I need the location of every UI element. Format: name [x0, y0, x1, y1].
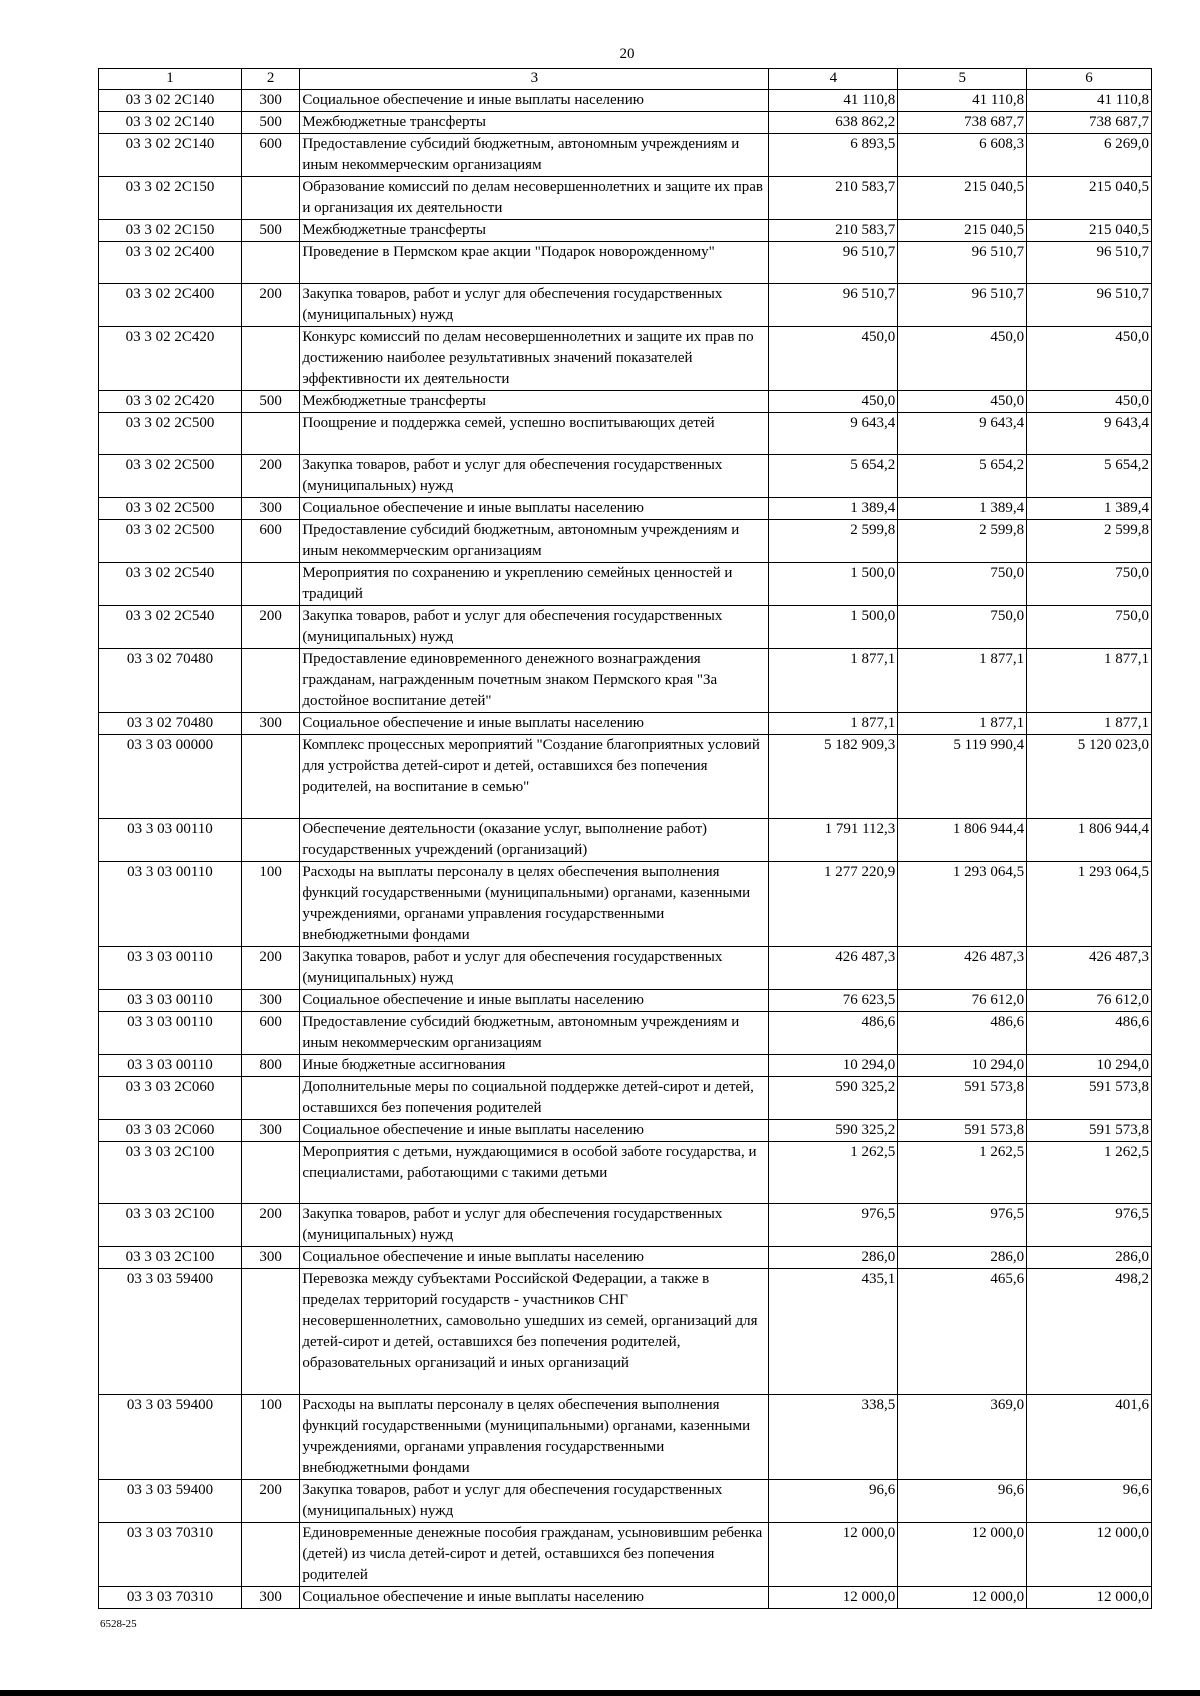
amount-col4: 2 599,8	[769, 520, 898, 563]
budget-code: 03 3 03 00110	[99, 862, 242, 947]
page-number: 20	[619, 46, 635, 62]
amount-col5: 12 000,0	[898, 1587, 1027, 1609]
amount-col5: 976,5	[898, 1204, 1027, 1247]
amount-col5: 1 389,4	[898, 498, 1027, 520]
document-code: 6528-25	[100, 1618, 137, 1630]
amount-col6: 9 643,4	[1027, 413, 1152, 455]
amount-col5: 5 119 990,4	[898, 735, 1027, 819]
amount-col4: 1 500,0	[769, 606, 898, 649]
expense-type: 200	[241, 455, 299, 498]
page-bottom-edge	[0, 1690, 1200, 1696]
budget-code: 03 3 03 2С100	[99, 1204, 242, 1247]
expense-type: 600	[241, 1012, 299, 1055]
budget-code: 03 3 02 2С500	[99, 455, 242, 498]
item-name: Межбюджетные трансферты	[300, 112, 769, 134]
table-row	[99, 455, 1152, 498]
expense-type: 300	[241, 90, 299, 112]
amount-col5: 10 294,0	[898, 1055, 1027, 1077]
amount-col6: 591 573,8	[1027, 1120, 1152, 1142]
table-row	[99, 563, 1152, 606]
amount-col4: 638 862,2	[769, 112, 898, 134]
table-row	[99, 112, 1152, 134]
expense-type: 100	[241, 862, 299, 947]
table-row	[99, 649, 1152, 713]
item-name: Закупка товаров, работ и услуг для обеспечения государственных (муниципальных) нужд	[300, 947, 769, 990]
item-name: Расходы на выплаты персоналу в целях обеспечения выполнения функций государственными (муниципальными) органами, казенными учреждениями, органами управления государственными внебюджетными фондами	[300, 862, 769, 947]
amount-col5: 96 510,7	[898, 242, 1027, 284]
budget-code: 03 3 02 2С500	[99, 413, 242, 455]
item-name: Социальное обеспечение и иные выплаты населению	[300, 1247, 769, 1269]
amount-col6: 2 599,8	[1027, 520, 1152, 563]
amount-col4: 1 877,1	[769, 649, 898, 713]
item-name: Социальное обеспечение и иные выплаты населению	[300, 990, 769, 1012]
table-row	[99, 990, 1152, 1012]
item-name: Проведение в Пермском крае акции "Подарок новорожденному"	[300, 242, 769, 284]
expense-type	[241, 327, 299, 391]
budget-code: 03 3 03 2С100	[99, 1247, 242, 1269]
amount-col5: 591 573,8	[898, 1120, 1027, 1142]
budget-code: 03 3 03 2С060	[99, 1120, 242, 1142]
item-name: Иные бюджетные ассигнования	[300, 1055, 769, 1077]
amount-col5: 41 110,8	[898, 90, 1027, 112]
table-row	[99, 1055, 1152, 1077]
amount-col6: 738 687,7	[1027, 112, 1152, 134]
amount-col4: 5 654,2	[769, 455, 898, 498]
amount-col5: 286,0	[898, 1247, 1027, 1269]
expense-type: 200	[241, 284, 299, 327]
expense-type: 600	[241, 134, 299, 177]
budget-code: 03 3 03 00110	[99, 1012, 242, 1055]
column-header: 5	[898, 69, 1027, 90]
table-row	[99, 134, 1152, 177]
expense-type: 200	[241, 606, 299, 649]
amount-col4: 450,0	[769, 327, 898, 391]
amount-col4: 1 500,0	[769, 563, 898, 606]
table-row	[99, 735, 1152, 819]
amount-col5: 369,0	[898, 1395, 1027, 1480]
amount-col4: 426 487,3	[769, 947, 898, 990]
amount-col6: 1 262,5	[1027, 1142, 1152, 1204]
item-name: Предоставление субсидий бюджетным, автономным учреждениям и иным некоммерческим организациям	[300, 1012, 769, 1055]
amount-col4: 96,6	[769, 1480, 898, 1523]
budget-code: 03 3 03 59400	[99, 1395, 242, 1480]
item-name: Закупка товаров, работ и услуг для обеспечения государственных (муниципальных) нужд	[300, 1480, 769, 1523]
budget-code: 03 3 02 2С420	[99, 327, 242, 391]
amount-col6: 1 293 064,5	[1027, 862, 1152, 947]
table-row	[99, 391, 1152, 413]
amount-col5: 426 487,3	[898, 947, 1027, 990]
budget-code: 03 3 02 2С400	[99, 242, 242, 284]
table-row	[99, 1587, 1152, 1609]
table-row	[99, 520, 1152, 563]
table-row	[99, 498, 1152, 520]
amount-col4: 210 583,7	[769, 177, 898, 220]
amount-col5: 591 573,8	[898, 1077, 1027, 1120]
budget-code: 03 3 03 00110	[99, 990, 242, 1012]
expense-type	[241, 1142, 299, 1204]
table-row	[99, 327, 1152, 391]
expense-type	[241, 1523, 299, 1587]
amount-col6: 1 877,1	[1027, 713, 1152, 735]
amount-col6: 12 000,0	[1027, 1587, 1152, 1609]
amount-col4: 10 294,0	[769, 1055, 898, 1077]
item-name: Дополнительные меры по социальной поддержке детей-сирот и детей, оставшихся без попечения родителей	[300, 1077, 769, 1120]
table-row	[99, 713, 1152, 735]
expense-type: 200	[241, 947, 299, 990]
amount-col6: 498,2	[1027, 1269, 1152, 1395]
amount-col6: 5 654,2	[1027, 455, 1152, 498]
amount-col5: 9 643,4	[898, 413, 1027, 455]
expense-type: 800	[241, 1055, 299, 1077]
amount-col4: 1 262,5	[769, 1142, 898, 1204]
amount-col5: 5 654,2	[898, 455, 1027, 498]
column-header: 3	[300, 69, 769, 90]
amount-col5: 1 877,1	[898, 649, 1027, 713]
item-name: Комплекс процессных мероприятий "Создание благоприятных условий для устройства детей-сирот и детей, оставшихся без попечения родителей, на воспитание в семью"	[300, 735, 769, 819]
header-row	[99, 69, 1152, 90]
amount-col4: 976,5	[769, 1204, 898, 1247]
amount-col4: 1 277 220,9	[769, 862, 898, 947]
amount-col5: 1 293 064,5	[898, 862, 1027, 947]
amount-col4: 338,5	[769, 1395, 898, 1480]
amount-col6: 96 510,7	[1027, 284, 1152, 327]
table-row	[99, 90, 1152, 112]
amount-col6: 750,0	[1027, 563, 1152, 606]
budget-code: 03 3 03 2С100	[99, 1142, 242, 1204]
amount-col4: 286,0	[769, 1247, 898, 1269]
table-row	[99, 947, 1152, 990]
amount-col4: 12 000,0	[769, 1523, 898, 1587]
table-row	[99, 284, 1152, 327]
expense-type	[241, 413, 299, 455]
amount-col4: 435,1	[769, 1269, 898, 1395]
budget-code: 03 3 02 2С140	[99, 90, 242, 112]
table-row	[99, 1120, 1152, 1142]
expense-type	[241, 1269, 299, 1395]
item-name: Социальное обеспечение и иные выплаты населению	[300, 713, 769, 735]
amount-col6: 1 389,4	[1027, 498, 1152, 520]
expense-type	[241, 177, 299, 220]
amount-col4: 1 791 112,3	[769, 819, 898, 862]
budget-code: 03 3 02 2С150	[99, 220, 242, 242]
budget-code: 03 3 02 2С140	[99, 134, 242, 177]
budget-code: 03 3 02 2С540	[99, 563, 242, 606]
item-name: Конкурс комиссий по делам несовершеннолетних и защите их прав по достижению наиболее результативных значений показателей эффективности их деятельности	[300, 327, 769, 391]
expense-type: 200	[241, 1480, 299, 1523]
item-name: Предоставление субсидий бюджетным, автономным учреждениям и иным некоммерческим организациям	[300, 520, 769, 563]
budget-code: 03 3 02 2С140	[99, 112, 242, 134]
expense-type: 200	[241, 1204, 299, 1247]
amount-col5: 450,0	[898, 327, 1027, 391]
amount-col5: 1 806 944,4	[898, 819, 1027, 862]
amount-col5: 12 000,0	[898, 1523, 1027, 1587]
amount-col4: 9 643,4	[769, 413, 898, 455]
expense-type	[241, 242, 299, 284]
table-row	[99, 1142, 1152, 1204]
expense-type: 300	[241, 498, 299, 520]
expense-type	[241, 649, 299, 713]
table-row	[99, 1480, 1152, 1523]
amount-col6: 426 487,3	[1027, 947, 1152, 990]
item-name: Мероприятия с детьми, нуждающимися в особой заботе государства, и специалистами, работающими с такими детьми	[300, 1142, 769, 1204]
amount-col6: 96,6	[1027, 1480, 1152, 1523]
budget-code: 03 3 02 2С500	[99, 498, 242, 520]
amount-col4: 5 182 909,3	[769, 735, 898, 819]
item-name: Образование комиссий по делам несовершеннолетних и защите их прав и организация их деятельности	[300, 177, 769, 220]
item-name: Социальное обеспечение и иные выплаты населению	[300, 498, 769, 520]
item-name: Предоставление субсидий бюджетным, автономным учреждениям и иным некоммерческим организациям	[300, 134, 769, 177]
amount-col6: 450,0	[1027, 391, 1152, 413]
item-name: Единовременные денежные пособия гражданам, усыновившим ребенка (детей) из числа детей-сирот и детей, оставшихся без попечения родителей	[300, 1523, 769, 1587]
budget-code: 03 3 02 70480	[99, 649, 242, 713]
table-row	[99, 862, 1152, 947]
table-row	[99, 1395, 1152, 1480]
expense-type: 100	[241, 1395, 299, 1480]
amount-col5: 750,0	[898, 606, 1027, 649]
amount-col6: 1 806 944,4	[1027, 819, 1152, 862]
expense-type: 300	[241, 1587, 299, 1609]
table-row	[99, 177, 1152, 220]
budget-code: 03 3 03 70310	[99, 1523, 242, 1587]
budget-code: 03 3 02 70480	[99, 713, 242, 735]
amount-col4: 12 000,0	[769, 1587, 898, 1609]
budget-table	[98, 68, 1152, 1609]
table-row	[99, 413, 1152, 455]
amount-col4: 1 389,4	[769, 498, 898, 520]
expense-type: 500	[241, 112, 299, 134]
amount-col4: 590 325,2	[769, 1120, 898, 1142]
item-name: Поощрение и поддержка семей, успешно воспитывающих детей	[300, 413, 769, 455]
table-row	[99, 1204, 1152, 1247]
table-row	[99, 1247, 1152, 1269]
item-name: Закупка товаров, работ и услуг для обеспечения государственных (муниципальных) нужд	[300, 1204, 769, 1247]
amount-col5: 486,6	[898, 1012, 1027, 1055]
amount-col6: 41 110,8	[1027, 90, 1152, 112]
amount-col6: 750,0	[1027, 606, 1152, 649]
amount-col5: 215 040,5	[898, 220, 1027, 242]
amount-col5: 2 599,8	[898, 520, 1027, 563]
expense-type: 300	[241, 990, 299, 1012]
column-header: 2	[241, 69, 299, 90]
budget-code: 03 3 03 00110	[99, 947, 242, 990]
expense-type	[241, 563, 299, 606]
amount-col6: 976,5	[1027, 1204, 1152, 1247]
amount-col5: 465,6	[898, 1269, 1027, 1395]
amount-col5: 76 612,0	[898, 990, 1027, 1012]
expense-type: 500	[241, 391, 299, 413]
table-row	[99, 606, 1152, 649]
expense-type: 300	[241, 713, 299, 735]
amount-col6: 215 040,5	[1027, 220, 1152, 242]
amount-col5: 6 608,3	[898, 134, 1027, 177]
item-name: Межбюджетные трансферты	[300, 220, 769, 242]
amount-col4: 450,0	[769, 391, 898, 413]
table-row	[99, 242, 1152, 284]
budget-code: 03 3 02 2С150	[99, 177, 242, 220]
item-name: Закупка товаров, работ и услуг для обеспечения государственных (муниципальных) нужд	[300, 284, 769, 327]
table-row	[99, 220, 1152, 242]
budget-code: 03 3 02 2С400	[99, 284, 242, 327]
amount-col6: 6 269,0	[1027, 134, 1152, 177]
amount-col4: 41 110,8	[769, 90, 898, 112]
amount-col4: 96 510,7	[769, 242, 898, 284]
amount-col4: 210 583,7	[769, 220, 898, 242]
budget-code: 03 3 03 00110	[99, 1055, 242, 1077]
budget-code: 03 3 03 59400	[99, 1269, 242, 1395]
amount-col4: 590 325,2	[769, 1077, 898, 1120]
item-name: Социальное обеспечение и иные выплаты населению	[300, 1587, 769, 1609]
column-header: 1	[99, 69, 242, 90]
item-name: Обеспечение деятельности (оказание услуг, выполнение работ) государственных учреждений (организаций)	[300, 819, 769, 862]
budget-code: 03 3 02 2С420	[99, 391, 242, 413]
expense-type: 300	[241, 1120, 299, 1142]
table-row	[99, 1012, 1152, 1055]
amount-col5: 96 510,7	[898, 284, 1027, 327]
amount-col6: 215 040,5	[1027, 177, 1152, 220]
amount-col4: 96 510,7	[769, 284, 898, 327]
item-name: Расходы на выплаты персоналу в целях обеспечения выполнения функций государственными (муниципальными) органами, казенными учреждениями, органами управления государственными внебюджетными фондами	[300, 1395, 769, 1480]
expense-type	[241, 819, 299, 862]
table-row	[99, 1269, 1152, 1395]
amount-col6: 76 612,0	[1027, 990, 1152, 1012]
amount-col4: 76 623,5	[769, 990, 898, 1012]
table-row	[99, 1523, 1152, 1587]
expense-type: 600	[241, 520, 299, 563]
amount-col6: 450,0	[1027, 327, 1152, 391]
amount-col5: 1 262,5	[898, 1142, 1027, 1204]
amount-col5: 215 040,5	[898, 177, 1027, 220]
amount-col6: 12 000,0	[1027, 1523, 1152, 1587]
amount-col6: 10 294,0	[1027, 1055, 1152, 1077]
amount-col5: 750,0	[898, 563, 1027, 606]
amount-col6: 5 120 023,0	[1027, 735, 1152, 819]
column-header: 4	[769, 69, 898, 90]
amount-col4: 486,6	[769, 1012, 898, 1055]
expense-type	[241, 735, 299, 819]
item-name: Социальное обеспечение и иные выплаты населению	[300, 1120, 769, 1142]
expense-type: 500	[241, 220, 299, 242]
amount-col4: 1 877,1	[769, 713, 898, 735]
item-name: Предоставление единовременного денежного вознаграждения гражданам, награжденным почетным знаком Пермского края "За достойное воспитание детей"	[300, 649, 769, 713]
amount-col6: 286,0	[1027, 1247, 1152, 1269]
item-name: Перевозка между субъектами Российской Федерации, а также в пределах территорий государств - участников СНГ несовершеннолетних, самовольно ушедших из семей, организаций для детей-сирот и детей, оставшихся без попечения родителей, образовательных организаций и иных организаций	[300, 1269, 769, 1395]
table-row	[99, 819, 1152, 862]
item-name: Социальное обеспечение и иные выплаты населению	[300, 90, 769, 112]
budget-code: 03 3 03 59400	[99, 1480, 242, 1523]
budget-code: 03 3 03 00000	[99, 735, 242, 819]
item-name: Закупка товаров, работ и услуг для обеспечения государственных (муниципальных) нужд	[300, 455, 769, 498]
budget-code: 03 3 03 2С060	[99, 1077, 242, 1120]
amount-col6: 486,6	[1027, 1012, 1152, 1055]
expense-type	[241, 1077, 299, 1120]
item-name: Мероприятия по сохранению и укреплению семейных ценностей и традиций	[300, 563, 769, 606]
amount-col6: 591 573,8	[1027, 1077, 1152, 1120]
item-name: Межбюджетные трансферты	[300, 391, 769, 413]
amount-col5: 1 877,1	[898, 713, 1027, 735]
amount-col5: 96,6	[898, 1480, 1027, 1523]
column-header: 6	[1027, 69, 1152, 90]
amount-col6: 96 510,7	[1027, 242, 1152, 284]
budget-code: 03 3 02 2С540	[99, 606, 242, 649]
budget-code: 03 3 02 2С500	[99, 520, 242, 563]
item-name: Закупка товаров, работ и услуг для обеспечения государственных (муниципальных) нужд	[300, 606, 769, 649]
table-row	[99, 1077, 1152, 1120]
expense-type: 300	[241, 1247, 299, 1269]
amount-col4: 6 893,5	[769, 134, 898, 177]
budget-code: 03 3 03 00110	[99, 819, 242, 862]
amount-col6: 401,6	[1027, 1395, 1152, 1480]
amount-col5: 450,0	[898, 391, 1027, 413]
budget-code: 03 3 03 70310	[99, 1587, 242, 1609]
amount-col5: 738 687,7	[898, 112, 1027, 134]
amount-col6: 1 877,1	[1027, 649, 1152, 713]
